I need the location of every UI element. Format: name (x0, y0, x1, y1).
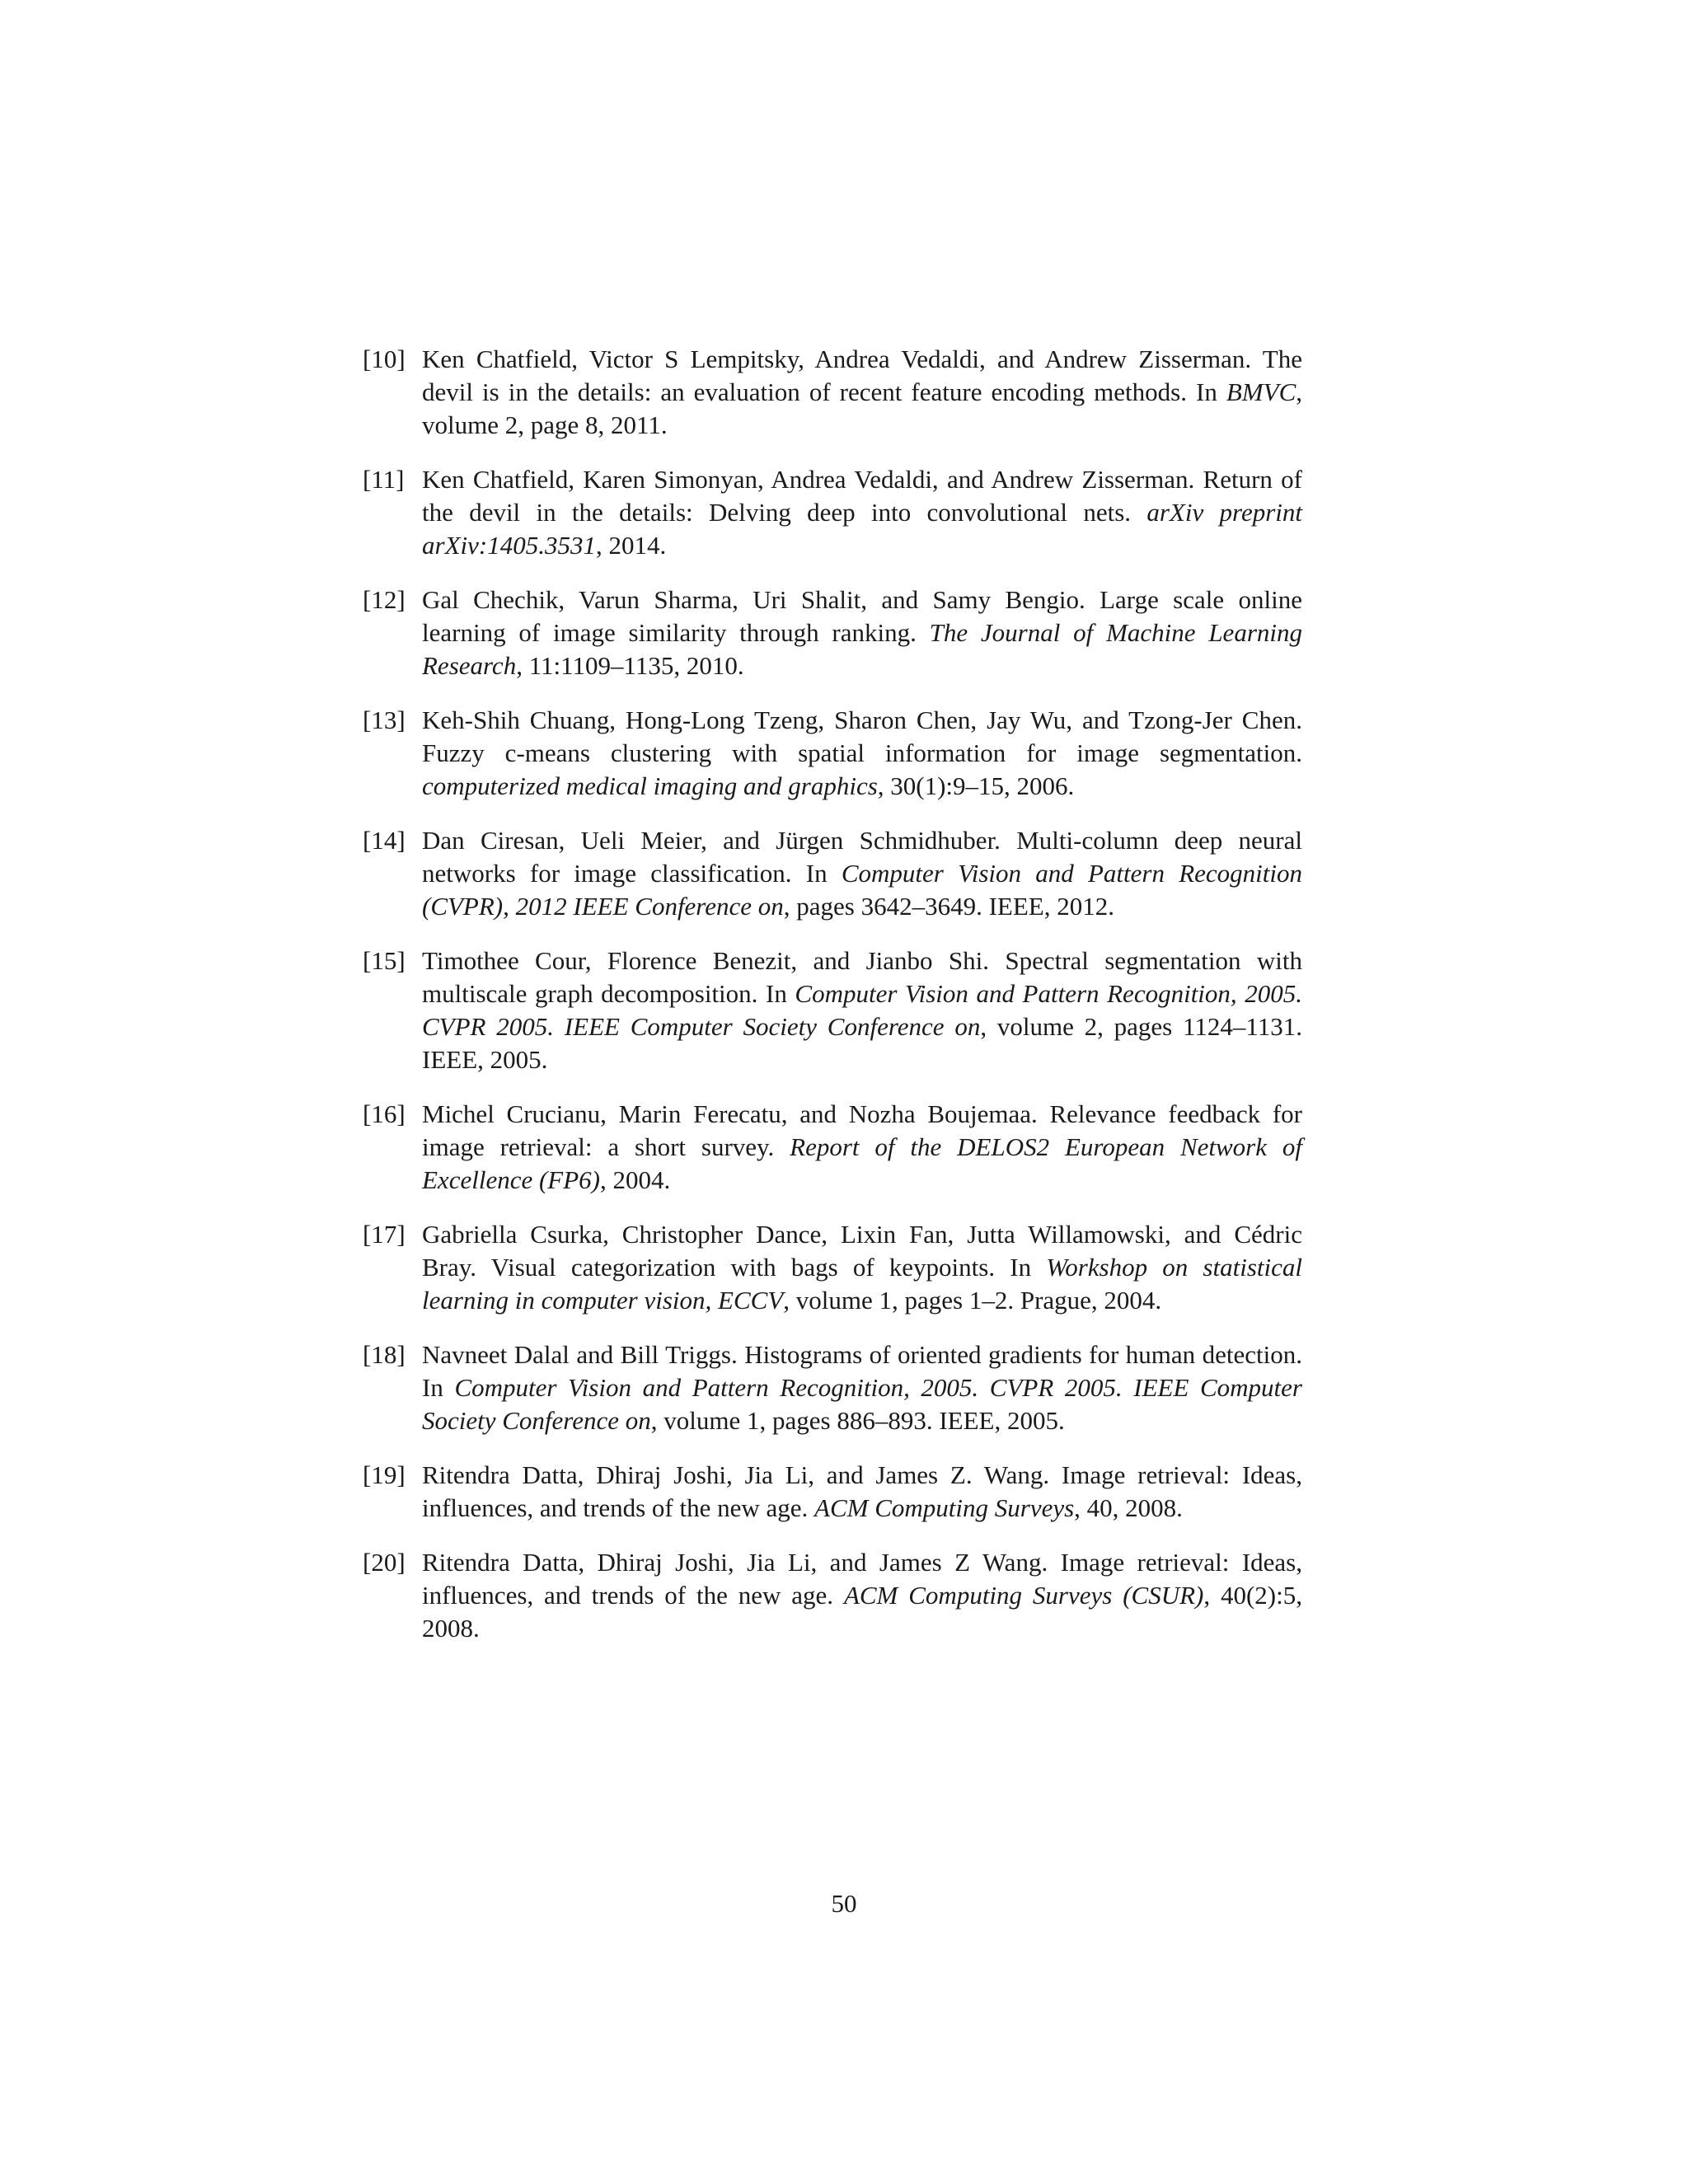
reference-number: [17] (363, 1220, 406, 1249)
reference-entry (363, 1546, 1302, 1645)
reference-number: [16] (363, 1099, 406, 1128)
reference-text-part: Ritendra Datta, Dhiraj Joshi, Jia Li, and James Z Wang. Image retrieval: Ideas, influences, and trends of the new age. (422, 1548, 1302, 1610)
reference-text (422, 465, 1302, 560)
reference-number: [20] (363, 1548, 406, 1577)
reference-text (422, 1099, 1302, 1194)
reference-venue: computerized medical imaging and graphics (422, 771, 878, 800)
reference-venue: Report of the DELOS2 European Network of Excellence (FP6) (422, 1132, 1302, 1194)
reference-entry (363, 1459, 1302, 1525)
reference-text-part: , volume 1, pages 1–2. Prague, 2004. (783, 1286, 1162, 1315)
reference-number: [19] (363, 1460, 406, 1489)
reference-text-part: Michel Crucianu, Marin Ferecatu, and Nozha Boujemaa. Relevance feedback for image retrieval: a short survey. (422, 1099, 1302, 1161)
reference-text-part: , volume 2, pages 1124–1131. IEEE, 2005. (422, 1012, 1302, 1074)
page-number: 50 (831, 1889, 857, 1918)
reference-entry (363, 1098, 1302, 1197)
reference-text-part: , 11:1109–1135, 2010. (516, 651, 744, 680)
reference-venue: Workshop on statistical learning in computer vision, ECCV (422, 1253, 1302, 1315)
reference-text (422, 705, 1302, 800)
reference-text (422, 1340, 1302, 1435)
reference-entry (363, 704, 1302, 803)
reference-venue: The Journal of Machine Learning Research (422, 618, 1302, 680)
reference-text-part: , pages 3642–3649. IEEE, 2012. (783, 892, 1114, 921)
reference-text-part: , volume 1, pages 886–893. IEEE, 2005. (650, 1406, 1065, 1435)
reference-venue: ACM Computing Surveys (CSUR) (843, 1581, 1204, 1610)
reference-text-part: Gal Chechik, Varun Sharma, Uri Shalit, and Samy Bengio. Large scale online learning of image similarity through ranking. (422, 585, 1302, 647)
reference-text-part: Navneet Dalal and Bill Triggs. Histograms of oriented gradients for human detection. In (422, 1340, 1302, 1402)
reference-list (363, 343, 1302, 1666)
reference-text-part: , volume 2, page 8, 2011. (422, 377, 1302, 439)
reference-entry (363, 944, 1302, 1076)
reference-text-part: Ken Chatfield, Karen Simonyan, Andrea Vedaldi, and Andrew Zisserman. Return of the devil in the details: Delving deep into convolutional nets. (422, 465, 1302, 527)
reference-text (422, 1460, 1302, 1522)
reference-venue: ACM Computing Surveys (814, 1493, 1075, 1522)
reference-text-part: Gabriella Csurka, Christopher Dance, Lixin Fan, Jutta Willamowski, and Cédric Bray. Visual categorization with bags of keypoints. In (422, 1220, 1302, 1282)
reference-text (422, 344, 1302, 439)
reference-entry (363, 463, 1302, 562)
reference-entry (363, 583, 1302, 682)
reference-venue: BMVC (1226, 377, 1296, 406)
reference-text-part: Dan Ciresan, Ueli Meier, and Jürgen Schmidhuber. Multi-column deep neural networks for image classification. In (422, 826, 1302, 888)
reference-text-part: , 30(1):9–15, 2006. (877, 771, 1075, 800)
reference-text-part: , 2014. (595, 531, 667, 560)
reference-number: [11] (363, 465, 405, 494)
reference-entry (363, 824, 1302, 923)
reference-text-part: Keh-Shih Chuang, Hong-Long Tzeng, Sharon Chen, Jay Wu, and Tzong-Jer Chen. Fuzzy c-means clustering with spatial information for image segmentation. (422, 705, 1302, 767)
reference-text (422, 826, 1302, 921)
reference-number: [13] (363, 705, 406, 734)
reference-text-part: , 40(2):5, 2008. (422, 1581, 1302, 1643)
reference-entry (363, 1218, 1302, 1317)
reference-text-part: Timothee Cour, Florence Benezit, and Jianbo Shi. Spectral segmentation with multiscale graph decomposition. In (422, 946, 1302, 1008)
reference-number: [12] (363, 585, 406, 614)
reference-text (422, 585, 1302, 680)
reference-venue: Computer Vision and Pattern Recognition, 2005. CVPR 2005. IEEE Computer Society Conference on (422, 1373, 1302, 1435)
reference-entry (363, 1338, 1302, 1437)
reference-text-part: Ken Chatfield, Victor S Lempitsky, Andrea Vedaldi, and Andrew Zisserman. The devil is in the details: an evaluation of recent feature encoding methods. In (422, 344, 1302, 406)
reference-venue: Computer Vision and Pattern Recognition (CVPR), 2012 IEEE Conference on (422, 859, 1302, 921)
reference-number: [10] (363, 344, 406, 373)
reference-number: [14] (363, 826, 406, 855)
reference-text (422, 1220, 1302, 1315)
reference-entry (363, 343, 1302, 442)
reference-number: [18] (363, 1340, 406, 1369)
reference-venue: arXiv preprint arXiv:1405.3531 (422, 498, 1302, 560)
reference-text-part: , 40, 2008. (1074, 1493, 1183, 1522)
reference-text-part: Ritendra Datta, Dhiraj Joshi, Jia Li, and James Z. Wang. Image retrieval: Ideas, influences, and trends of the new age. (422, 1460, 1302, 1522)
reference-venue: Computer Vision and Pattern Recognition, 2005. CVPR 2005. IEEE Computer Society Conference on (422, 979, 1302, 1041)
reference-text (422, 1548, 1302, 1643)
reference-text (422, 946, 1302, 1074)
reference-number: [15] (363, 946, 406, 975)
reference-text-part: , 2004. (600, 1165, 671, 1194)
